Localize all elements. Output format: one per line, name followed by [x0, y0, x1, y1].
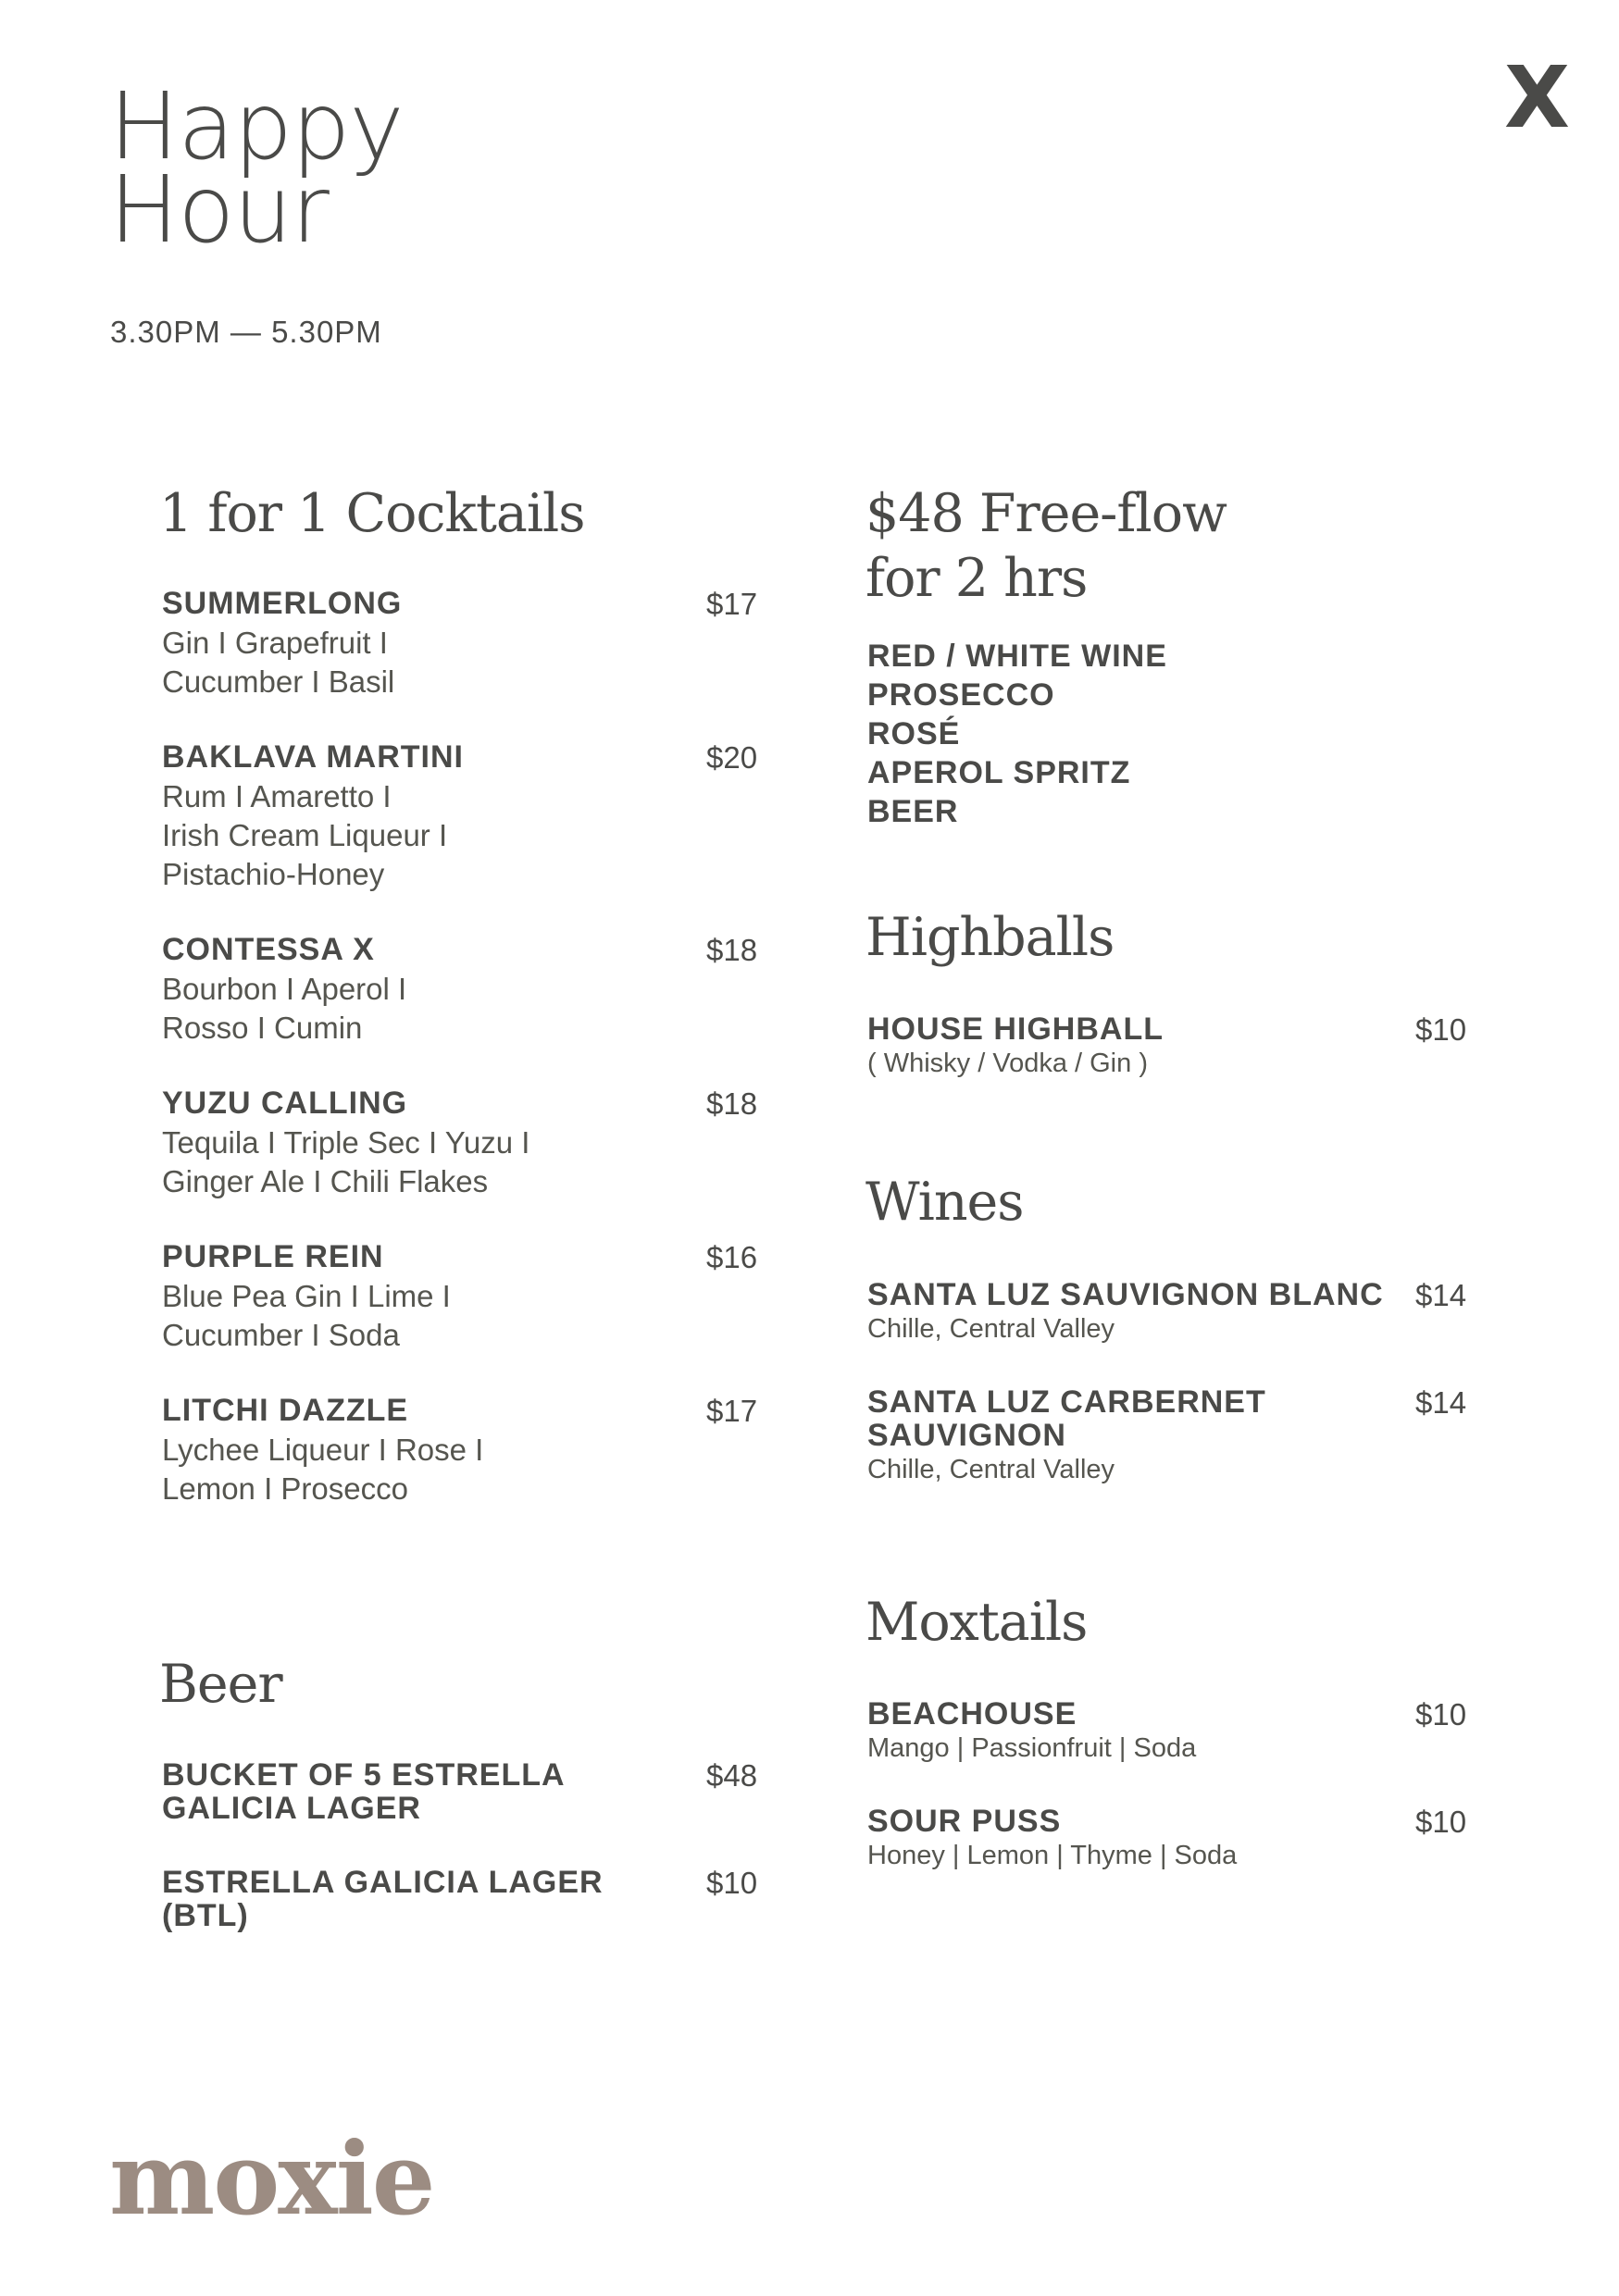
menu-item-beer-bottle	[162, 1866, 773, 1932]
item-price: $10	[1415, 1012, 1467, 1047]
desc-line: Irish Cream Liqueur I	[162, 818, 448, 852]
freeflow-item: RED / WHITE WINE	[867, 639, 1167, 674]
happy-hour-times: 3.30PM — 5.30PM	[110, 315, 382, 349]
freeflow-section-title	[866, 481, 1227, 611]
menu-item-beer-bucket	[162, 1758, 773, 1825]
beer-section-title: Beer	[159, 1654, 282, 1715]
wines-section-title: Wines	[866, 1172, 1024, 1233]
menu-item-beachouse	[867, 1697, 1478, 1764]
desc-line: Ginger Ale I Chili Flakes	[162, 1164, 489, 1198]
item-price: $18	[706, 1086, 758, 1121]
item-name: CONTESSA X	[162, 932, 375, 967]
item-description	[162, 1277, 606, 1355]
desc-line: Lemon I Prosecco	[162, 1471, 408, 1506]
item-price: $10	[706, 1866, 758, 1900]
item-price: $10	[1415, 1697, 1467, 1731]
freeflow-item: BEER	[867, 794, 959, 829]
item-description: Chille, Central Valley	[867, 1455, 1115, 1484]
freeflow-title-line-1: $48 Free-flow	[866, 483, 1227, 544]
item-name: HOUSE HIGHBALL	[867, 1011, 1164, 1047]
item-description: Mango | Passionfruit | Soda	[867, 1733, 1197, 1763]
menu-item-summerlong	[162, 587, 773, 701]
freeflow-list	[867, 637, 1167, 831]
item-description: Chille, Central Valley	[867, 1314, 1115, 1344]
freeflow-item: APEROL SPRITZ	[867, 755, 1131, 790]
desc-line: Bourbon I Aperol I	[162, 972, 407, 1006]
item-price: $14	[1415, 1385, 1467, 1420]
item-price: $17	[706, 1394, 758, 1428]
item-name: PURPLE REIN	[162, 1239, 384, 1274]
item-price: $17	[706, 587, 758, 621]
item-price: $14	[1415, 1278, 1467, 1312]
item-price: $10	[1415, 1805, 1467, 1839]
item-name: SUMMERLONG	[162, 586, 403, 621]
desc-line: Blue Pea Gin I Lime I	[162, 1279, 451, 1313]
moxie-logo: moxie	[109, 2121, 434, 2238]
title-line-2: Hour	[109, 155, 329, 264]
item-description	[162, 777, 606, 894]
page-title	[109, 72, 404, 264]
freeflow-item: PROSECCO	[867, 677, 1055, 713]
highballs-section-title: Highballs	[866, 907, 1115, 968]
item-name: SANTA LUZ CARBERNET SAUVIGNON	[867, 1384, 1266, 1453]
desc-line: Rosso I Cumin	[162, 1011, 363, 1045]
menu-item-baklava-martini	[162, 740, 773, 894]
menu-item-yuzu-calling	[162, 1086, 773, 1201]
menu-item-sauvignon-blanc	[867, 1278, 1478, 1345]
menu-item-carbernet-sauvignon	[867, 1385, 1478, 1485]
menu-item-purple-rein	[162, 1240, 773, 1355]
menu-item-litchi-dazzle	[162, 1394, 773, 1508]
item-description: ( Whisky / Vodka / Gin )	[867, 1049, 1148, 1078]
item-name: SOUR PUSS	[867, 1804, 1062, 1839]
item-name: YUZU CALLING	[162, 1086, 408, 1121]
brand-x-mark: X	[1504, 48, 1570, 147]
item-description	[162, 624, 606, 701]
desc-line: Gin I Grapefruit I	[162, 626, 388, 660]
item-description: Honey | Lemon | Thyme | Soda	[867, 1841, 1238, 1870]
menu-item-sour-puss	[867, 1805, 1478, 1871]
item-name: SANTA LUZ SAUVIGNON BLANC	[867, 1277, 1384, 1312]
desc-line: Pistachio-Honey	[162, 857, 385, 891]
freeflow-item: ROSÉ	[867, 716, 961, 751]
desc-line: Tequila I Triple Sec I Yuzu I	[162, 1125, 530, 1160]
item-price: $20	[706, 740, 758, 775]
item-name: BEACHOUSE	[867, 1696, 1077, 1731]
menu-item-house-highball	[867, 1012, 1478, 1079]
item-name: BAKLAVA MARTINI	[162, 739, 464, 775]
item-name: ESTRELLA GALICIA LAGER (BTL)	[162, 1865, 604, 1933]
item-price: $18	[706, 933, 758, 967]
menu-item-contessa-x	[162, 933, 773, 1048]
desc-line: Cucumber I Basil	[162, 664, 395, 699]
item-name: BUCKET OF 5 ESTRELLA GALICIA LAGER	[162, 1757, 565, 1826]
title-line-1: Happy	[109, 72, 404, 180]
item-description	[162, 970, 606, 1048]
desc-line: Lychee Liqueur I Rose I	[162, 1433, 484, 1467]
cocktails-section-title: 1 for 1 Cocktails	[159, 483, 585, 544]
desc-line: Cucumber I Soda	[162, 1318, 400, 1352]
freeflow-title-line-2: for 2 hrs	[866, 548, 1088, 609]
moxtails-section-title: Moxtails	[866, 1592, 1088, 1653]
item-price: $16	[706, 1240, 758, 1274]
item-name: LITCHI DAZZLE	[162, 1393, 409, 1428]
item-description	[162, 1123, 606, 1201]
desc-line: Rum I Amaretto I	[162, 779, 392, 813]
item-description	[162, 1431, 606, 1508]
item-price: $48	[706, 1758, 758, 1793]
